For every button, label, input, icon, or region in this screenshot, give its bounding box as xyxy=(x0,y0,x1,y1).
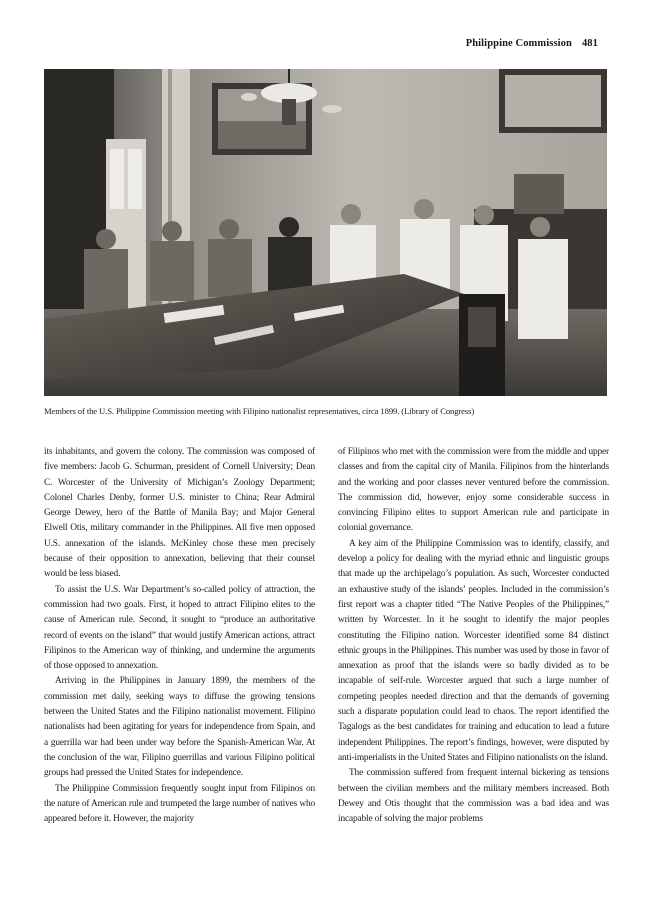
right-text-column xyxy=(338,445,609,827)
paragraph: To assist the U.S. War Department’s so-called policy of attraction, the commission had two goals. First, it hoped to attract Filipino elites to the cause of American rule. Second, it sought to “produce an authoritative record of events on the island” that would justify American actions, attract Filipinos to the American way of thinking, and undermine the arguments of those opposed to annexation. xyxy=(44,584,315,672)
paragraph: of Filipinos who met with the commission were from the middle and upper classes and from the capital city of Manila. Filipinos from the hinterlands and the working and poor classes never ventured before the commission. The commission did, however, enjoy some considerable success in convincing Filipino elites to support American rule and participate in colonial governance. xyxy=(338,447,609,534)
paragraph: The commission suffered from frequent internal bickering as tensions between the civilian members and the military members increased. Both Dewey and Otis thought that the commission was a bad idea and was incapable of solving the major problems xyxy=(338,768,609,825)
historical-photo xyxy=(44,69,607,396)
paragraph: A key aim of the Philippine Commission was to identify, classify, and develop a policy for dealing with the myriad ethnic and linguistic groups that made up the archipelago’s population. As such, Worcester conducted an exhaustive study of the islands’ peoples. Included in the commission’s first report was a chapter titled “The Native Peoples of the Philippines,” written by Worcester. In it he sought to identify the major peoples constituting the Filipino nation. Worcester identified some 84 distinct ethnic groups in the Philippines. This number was used by those in favor of annexation as proof that the islands were so badly divided as to be incapable of self-rule. Worcester argued that such a large number of competing peoples needed direction and that the demands of governing such a disparate population could lead to chaos. The report identified the Tagalogs as the best candidates for training and education to lead a future independent Philippines. The report’s findings, however, were disputed by anti-imperialists in the United States and Filipino nationalists on the island. xyxy=(338,538,609,763)
left-text-column xyxy=(44,445,315,827)
running-title: Philippine Commission xyxy=(465,38,572,49)
running-header xyxy=(466,38,598,49)
paragraph: The Philippine Commission frequently sought input from Filipinos on the nature of American rule and trumpeted the large number of natives who appeared before it. However, the majority xyxy=(44,783,315,825)
photo-caption: Members of the U.S. Philippine Commission meeting with Filipino nationalist representatives, circa 1899. (Library of Congress) xyxy=(44,406,475,416)
paragraph: Arriving in the Philippines in January 1899, the members of the commission met daily, seeking ways to diffuse the growing tensions between the United States and the Filipino nationalist movement. Filipino nationalists had been agitating for years for independence from Spain, and a guerrilla war had been under way before the Spanish-American War. At the conclusion of the war, Filipino guerrillas and various Filipino political groups had pressed the United States for independence. xyxy=(44,676,315,779)
paragraph: its inhabitants, and govern the colony. The commission was composed of five members: Jacob G. Schurman, president of Cornell University; Dean C. Worcester of the University of Michigan’s Zoology Department; Colonel Charles Denby, former U.S. minister to China; Rear Admiral George Dewey, hero of the Battle of Manila Bay; and Major General Elwell Otis, military commander in the Philippines. All five men opposed U.S. annexation of the islands. McKinley chose these men precisely because of their opposition to annexation, believing that their counsel would be less biased. xyxy=(44,447,315,580)
page-number: 481 xyxy=(581,38,598,49)
photo-illustration xyxy=(44,69,607,396)
